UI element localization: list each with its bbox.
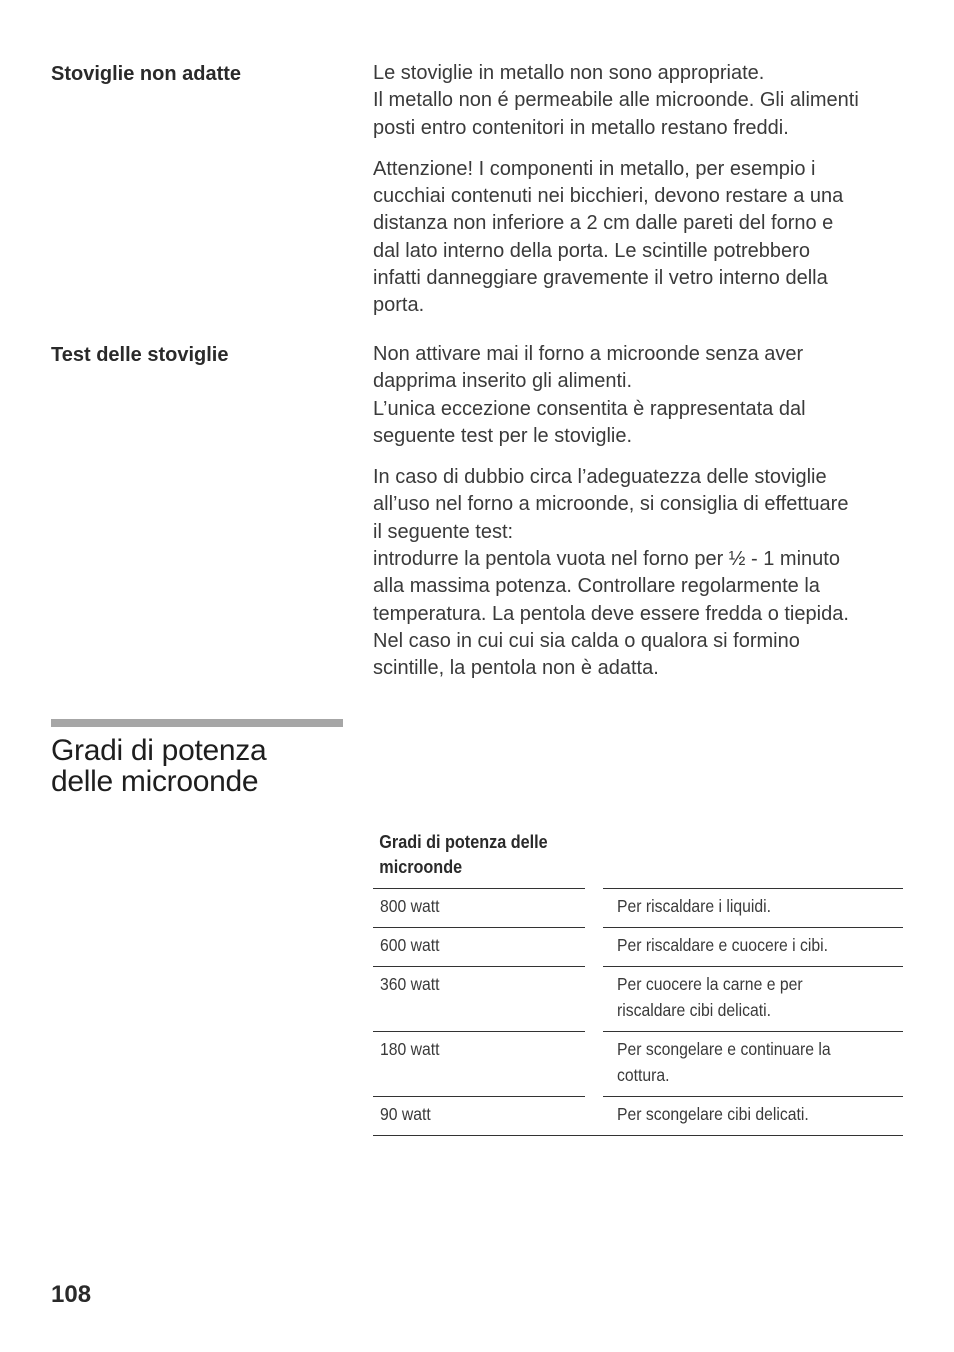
page-number: 108 [51,1281,92,1308]
section-text-stoviglie-non-adatte [373,60,913,320]
description-cell: Per cuocere la carne e per riscaldare cibi delicati. [603,966,903,1031]
description-cell: Per riscaldare i liquidi. [603,888,903,927]
section-heading: Gradi di potenza delle microonde [51,734,267,798]
table-row [373,888,903,927]
watt-cell: 360 watt [373,966,585,1031]
table-row [373,927,903,966]
paragraph: Non attivare mai il forno a microonde senza aver dapprima inserito gli alimenti. L’unica eccezione consentita è rappresentata dal seguente test per le stoviglie. [373,343,806,447]
table-row [373,966,903,1031]
watt-cell: 180 watt [373,1031,585,1096]
table-title: Gradi di potenza delle microonde [379,832,548,877]
watt-cell: 800 watt [373,888,585,927]
watt-cell: 600 watt [373,927,585,966]
description-cell: Per riscaldare e cuocere i cibi. [603,927,903,966]
section-label-test-delle-stoviglie: Test delle stoviglie [51,344,229,366]
watt-cell: 90 watt [373,1096,585,1135]
table-bottom-rule [373,1135,903,1136]
paragraph: Attenzione! I componenti in metallo, per esempio i cucchiai contenuti nei bicchieri, devono restare a una distanza non inferiore a 2 cm dalle pareti del forno e dal lato interno della porta. Le scintille potrebbero infatti danneggiare gravemente il vetro interno della porta. [373,157,844,317]
section-text-test-delle-stoviglie [373,341,913,683]
paragraph: Le stoviglie in metallo non sono appropriate. Il metallo non é permeabile alle microonde. Gli alimenti posti entro contenitori in metallo restano freddi. [373,62,859,139]
section-rule [51,719,343,727]
table-row [373,1096,903,1135]
description-cell: Per scongelare cibi delicati. [603,1096,903,1135]
description-cell: Per scongelare e continuare la cottura. [603,1031,903,1096]
table-row [373,1031,903,1096]
power-levels-table [373,830,903,1136]
paragraph: In caso di dubbio circa l’adeguatezza delle stoviglie all’uso nel forno a microonde, si consiglia di effettuare il seguente test: introdurre la pentola vuota nel forno per ½ - 1 minuto alla massima potenza. Controllare regolarmente la temperatura. La pentola deve essere fredda o tiepida. Nel caso in cui cui sia calda o qualora si formino scintille, la pentola non è adatta. [373,466,849,680]
section-label-stoviglie-non-adatte: Stoviglie non adatte [51,63,242,85]
